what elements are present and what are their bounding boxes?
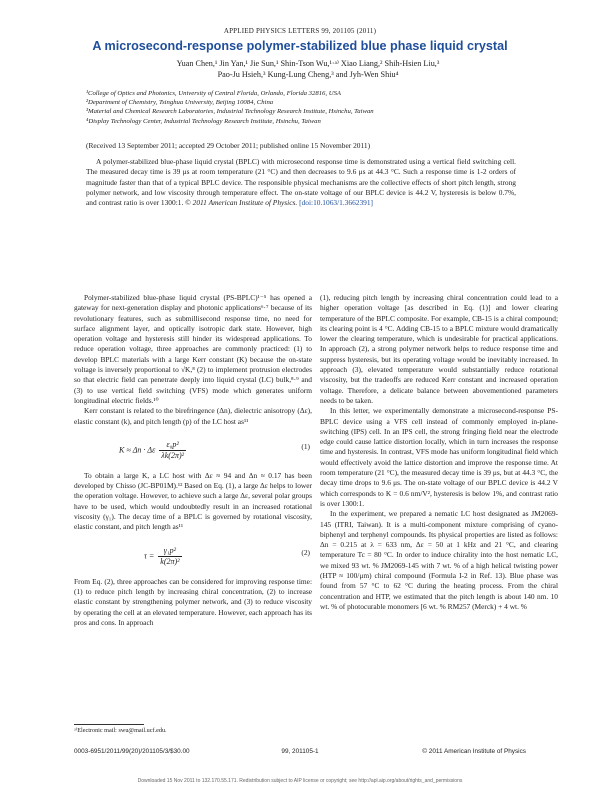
running-header: APPLIED PHYSICS LETTERS 99, 201105 (2011) [223,27,377,35]
abstract [86,157,516,208]
paragraph: Polymer-stabilized blue-phase liquid crystal (PS-BPLC)¹⁻⁵ has opened a gateway for next-generation display and photonic applications⁶·⁷ because of its revolutionary features, such as submillisecond response time, no need for surface alignment layer, and optically isotropic dark state. However, high operation voltage and hysteresis still hinder its widespread applications. To reduce operation voltage, three approaches are commonly practiced: (1) to develop BPLC materials with a large Kerr constant (K) because the on-state voltage is inversely proportional to √K,⁸ (2) to implement protrusion electrodes so that electric field can penetrate deeply into liquid crystal (LC) bulk,⁸·⁹ and (3) to use vertical field switching (VFS) mode which generates uniform longitudinal electric fields.¹⁰ [74,293,312,405]
footnote-divider [74,724,144,725]
paragraph: From Eq. (2), three approaches can be considered for improving response time: (1) to reduce pitch length by increasing chiral concentration, (2) to increase elastic constant by strengthening polymer network, and (3) to reduce viscosity by operating the cell at an elevated temperature. However, each approach has its pros and cons. In approach [74,576,312,627]
affiliations [86,89,526,126]
equation-lhs: τ = [144,551,155,561]
article-title: A microsecond-response polymer-stabilized blue phase liquid crystal [92,39,508,53]
author-line-2: Pao-Ju Hsieh,³ Kung-Lung Cheng,³ and Jyh-Wen Shiu⁴ [217,70,399,79]
equation-fraction [158,546,181,568]
equation-number: (2) [301,547,310,557]
author-list [88,58,528,80]
paragraph: To obtain a large K, a LC host with Δε ≈ 94 and Δn ≈ 0.17 has been developed by Chisso (JC-BP01M).¹² Based on Eq. (1), a large Δε helps to lower the operation voltage. However, to achieve such a large Δε, several polar groups have to be used, which would undoubtedly result in an increased rotational viscosity (γ₁). The decay time of a BPLC is governed by rotational viscosity, elastic constant, and pitch length as¹¹ [74,470,312,532]
equation-lhs: K ≈ Δn · Δε [119,445,156,455]
fraction-numerator: ε₀p² [159,440,186,451]
equation-1 [74,432,312,466]
equation-2 [74,538,312,572]
equation-number: (1) [301,441,310,451]
right-column [320,293,558,612]
paragraph: Kerr constant is related to the birefringence (Δn), dielectric anisotropy (Δε), elastic constant (k), and pitch length (p) of the LC host as¹¹ [74,406,312,426]
fraction-numerator: γ₁p² [158,546,181,557]
paragraph: In the experiment, we prepared a nematic LC host designated as JM2069-145 (ITRI, Taiwan). It is a multi-component mixture comprising of cyano-biphenyl and terphenyl compounds. Its physical properties are listed as follows: Δn = 0.215 at λ = 633 nm, Δε = 50 at 1 kHz and 21 °C, and clearing temperature Tc = 80 °C. In order to induce chirality into the host nematic LC, we mixed 93 wt. % JM2069-145 with 7 wt. % of a high helical twisting power (HTP ≈ 100/μm) chiral compound (Formula I-2 in Ref. 13). Blue phase was found from 57 °C to 62 °C during the heating process. From the chiral concentration and HTP, we estimated that the pitch length is about 140 nm. 10 wt. % of photocurable monomers [6 wt. % RM257 (Merck) + 4 wt. % [320,509,558,611]
abstract-body: A polymer-stabilized blue-phase liquid crystal (BPLC) with microsecond response time is demonstrated using a vertical field switching cell. The measured decay time is 39 μs at room temperature (21 °C) and then decreases to 9.6 μs at 44.3 °C. Such a response time is 1-2 orders of magnitude faster than that of a typical BPLC device. The responsible physical mechanisms are the collective effects of short pitch length, strong polymer network, and low viscosity through temperature effect. The on-state voltage of our BPLC device is 44.2 V, hysteresis is below 0.7%, and contrast ratio is over 1300:1. [86,157,516,208]
fraction-denominator: k(2π)² [160,556,180,566]
affiliation-1: ¹College of Optics and Photonics, University of Central Florida, Orlando, Florida 32816, USA [86,90,342,97]
footer-issn: 0003-6951/2011/99(20)/201105/3/$30.00 [74,748,190,755]
download-notice: Downloaded 15 Nov 2011 to 132.170.55.171. Redistribution subject to AIP license or copyright; see http://apl.aip.org/about/rights_and_permissions [137,778,463,784]
affiliation-2: ²Department of Chemistry, Tsinghua University, Beijing 10084, China [86,99,274,107]
received-dates: (Received 13 September 2011; accepted 29 October 2011; published online 15 November 2011) [86,141,371,150]
paragraph: In this letter, we experimentally demonstrate a microsecond-response PS-BPLC device using a VFS cell instead of commonly employed in-plane-switching (IPS) cell. In an IPS cell, the strong fringing field near the electrode edge could cause lattice distortion locally, which in turn increases the response time and hysteresis. In contrast, VFS mode has uniform longitudinal field which would effectively avoid the lattice distortion and improve the response time. At room temperature (21 °C), the measured decay time is 39 μs, but at 44.3 °C, the decay time drops to 9.6 μs. The on-state voltage of our BPLC device is 44.2 V which corresponds to K = 0.6 nm/V², hysteresis is below 1%, and contrast ratio is over 1300:1. [320,406,558,508]
footnote: ᵃ⁾Electronic mail: swu@mail.ucf.edu. [74,727,167,734]
left-column [74,293,312,628]
affiliation-4: ⁴Display Technology Center, Industrial Technology Research Institute, Hsinchu, Taiwan [86,117,321,125]
affiliation-3: ³Material and Chemical Research Laboratories, Industrial Technology Research Institute, Hsinchu, Taiwan [86,108,374,116]
doi-link[interactable]: [doi:10.1063/1.3662391] [299,198,374,208]
footer-copyright: © 2011 American Institute of Physics [422,748,526,755]
abstract-copyright: © 2011 American Institute of Physics. [185,198,298,208]
footer-page-number: 99, 201105-1 [281,748,319,755]
equation-fraction [159,440,186,462]
fraction-denominator: λk(2π)² [161,451,185,461]
author-line-1: Yuan Chen,¹ Jin Yan,¹ Jie Sun,¹ Shin-Tson Wu,¹·ᵃ⁾ Xiao Liang,² Shih-Hsien Liu,³ [176,59,440,68]
paragraph: (1), reducing pitch length by increasing chiral concentration could lead to a higher operation voltage [as described in Eq. (1)] and lower clearing temperature of the BPLC composite. For example, CB-15 is a chiral compound; its clearing point is 4 °C. Adding CB-15 to a BPLC mixture would dramatically lower the clearing temperature, which is undesirable for practical applications. In approach (2), a strong polymer network helps to reduce response time and suppress hysteresis, but its operating voltage would be inevitably increased. In approach (3), elevated temperature would substantially reduce rotational viscosity, but the tradeoffs are reduced Kerr constant and increased operation voltage. Therefore, a delicate balance between abovementioned parameters needs to be taken. [320,293,558,405]
